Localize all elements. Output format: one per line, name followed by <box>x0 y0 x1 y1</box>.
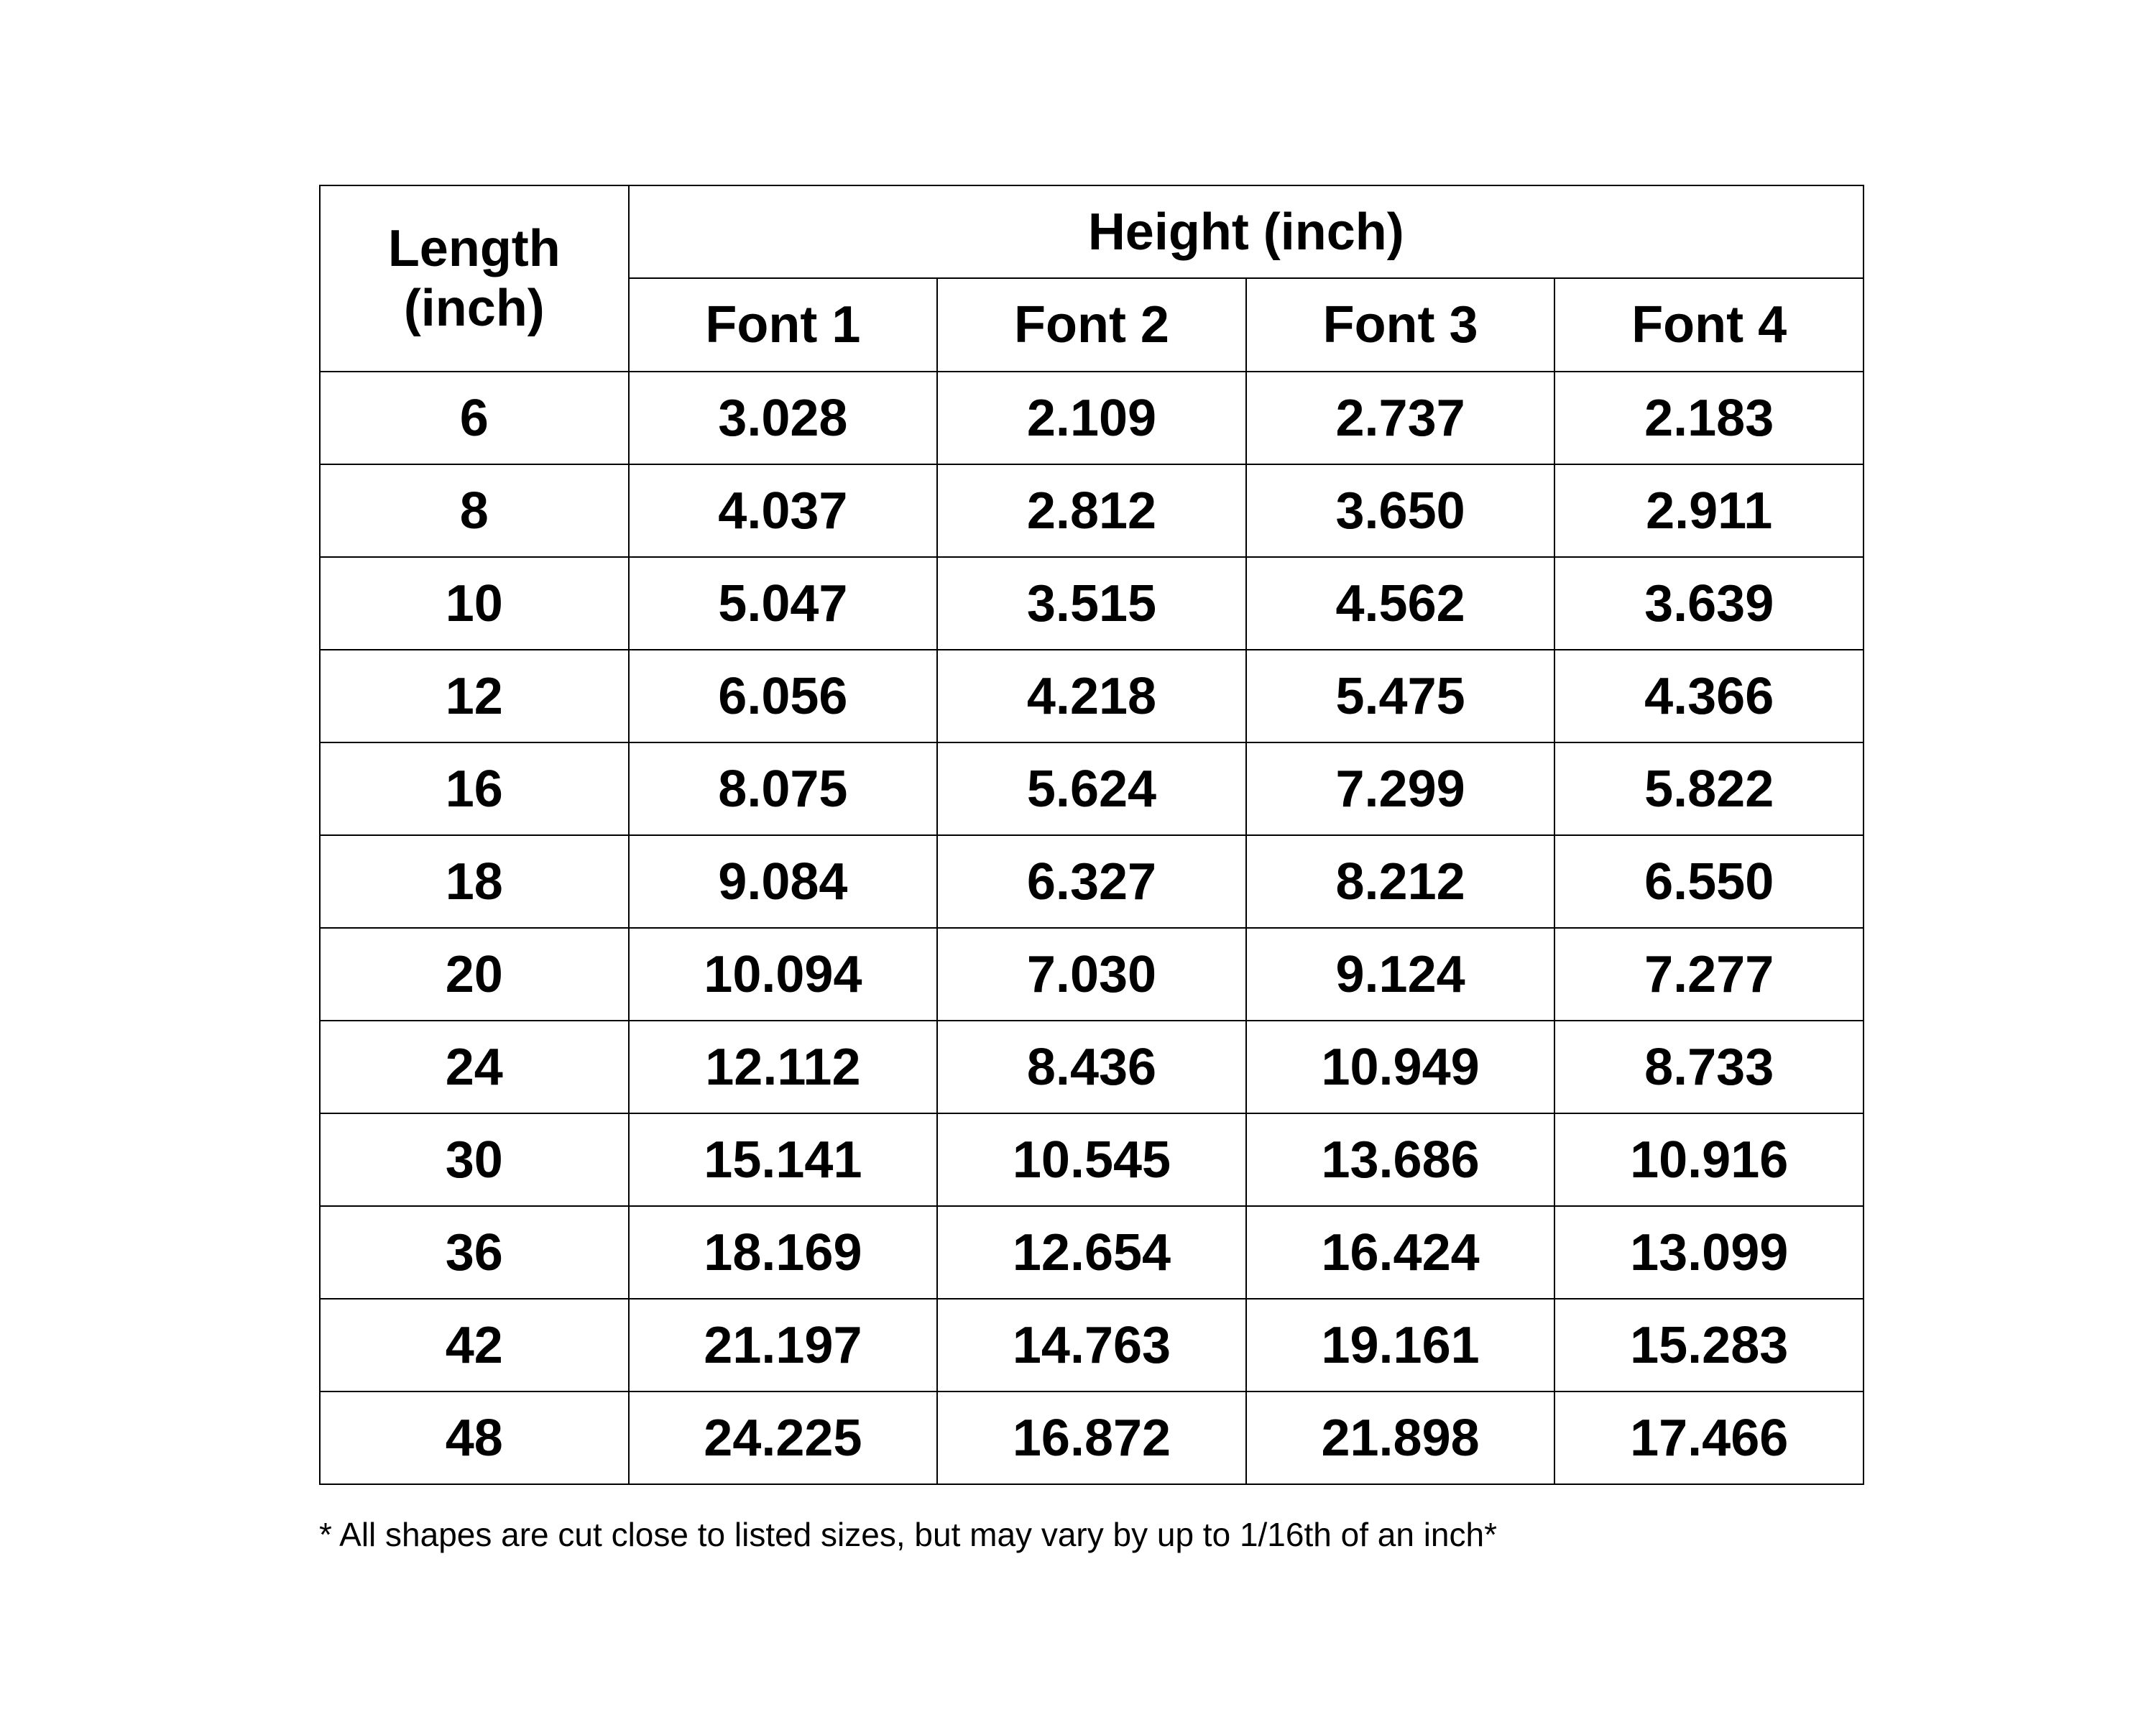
height-cell: 7.277 <box>1554 928 1864 1021</box>
height-cell: 13.099 <box>1554 1206 1864 1299</box>
table-row <box>320 835 1864 928</box>
height-cell: 15.283 <box>1554 1299 1864 1392</box>
height-cell: 10.094 <box>629 928 938 1021</box>
length-cell: 6 <box>320 372 629 464</box>
length-cell: 16 <box>320 742 629 835</box>
table-row <box>320 1392 1864 1484</box>
height-cell: 3.639 <box>1554 557 1864 650</box>
height-cell: 15.141 <box>629 1113 938 1206</box>
height-cell: 7.030 <box>937 928 1246 1021</box>
font-column-header: Font 2 <box>937 278 1246 372</box>
table-row <box>320 650 1864 742</box>
table-row <box>320 1113 1864 1206</box>
height-cell: 13.686 <box>1246 1113 1555 1206</box>
height-cell: 6.327 <box>937 835 1246 928</box>
length-cell: 10 <box>320 557 629 650</box>
height-cell: 8.212 <box>1246 835 1555 928</box>
height-cell: 4.562 <box>1246 557 1555 650</box>
height-group-header: Height (inch) <box>629 185 1864 278</box>
table-body <box>320 372 1864 1484</box>
length-cell: 24 <box>320 1021 629 1113</box>
height-cell: 24.225 <box>629 1392 938 1484</box>
height-cell: 4.366 <box>1554 650 1864 742</box>
height-cell: 18.169 <box>629 1206 938 1299</box>
height-cell: 5.047 <box>629 557 938 650</box>
footnote: * All shapes are cut close to listed sizes, but may vary by up to 1/16th of an inch* <box>319 1516 1497 1553</box>
length-header-line2: (inch) <box>403 279 545 337</box>
height-cell: 5.624 <box>937 742 1246 835</box>
height-cell: 14.763 <box>937 1299 1246 1392</box>
table-row <box>320 372 1864 464</box>
height-cell: 10.916 <box>1554 1113 1864 1206</box>
table-header <box>320 185 1864 372</box>
font-column-header: Font 3 <box>1246 278 1555 372</box>
height-cell: 3.650 <box>1246 464 1555 557</box>
table-row <box>320 1021 1864 1113</box>
font-column-header: Font 4 <box>1554 278 1864 372</box>
height-cell: 10.949 <box>1246 1021 1555 1113</box>
size-chart-table <box>319 185 1864 1485</box>
table-row <box>320 1299 1864 1392</box>
height-cell: 8.075 <box>629 742 938 835</box>
length-cell: 48 <box>320 1392 629 1484</box>
length-cell: 8 <box>320 464 629 557</box>
height-cell: 8.733 <box>1554 1021 1864 1113</box>
length-cell: 30 <box>320 1113 629 1206</box>
height-cell: 21.898 <box>1246 1392 1555 1484</box>
height-cell: 17.466 <box>1554 1392 1864 1484</box>
length-cell: 42 <box>320 1299 629 1392</box>
height-cell: 10.545 <box>937 1113 1246 1206</box>
height-cell: 4.218 <box>937 650 1246 742</box>
length-column-header <box>320 185 629 372</box>
length-cell: 20 <box>320 928 629 1021</box>
height-cell: 3.515 <box>937 557 1246 650</box>
font-column-header: Font 1 <box>629 278 938 372</box>
height-cell: 2.911 <box>1554 464 1864 557</box>
height-cell: 12.112 <box>629 1021 938 1113</box>
table-row <box>320 557 1864 650</box>
table-row <box>320 1206 1864 1299</box>
header-row-top <box>320 185 1864 278</box>
table-row <box>320 742 1864 835</box>
height-cell: 5.822 <box>1554 742 1864 835</box>
height-cell: 9.124 <box>1246 928 1555 1021</box>
height-cell: 2.737 <box>1246 372 1555 464</box>
height-cell: 5.475 <box>1246 650 1555 742</box>
length-cell: 12 <box>320 650 629 742</box>
height-cell: 6.056 <box>629 650 938 742</box>
height-cell: 12.654 <box>937 1206 1246 1299</box>
table-row <box>320 928 1864 1021</box>
height-cell: 2.183 <box>1554 372 1864 464</box>
height-cell: 9.084 <box>629 835 938 928</box>
height-cell: 16.872 <box>937 1392 1246 1484</box>
height-cell: 19.161 <box>1246 1299 1555 1392</box>
height-cell: 2.812 <box>937 464 1246 557</box>
height-cell: 16.424 <box>1246 1206 1555 1299</box>
length-cell: 18 <box>320 835 629 928</box>
table-row <box>320 464 1864 557</box>
length-cell: 36 <box>320 1206 629 1299</box>
height-cell: 8.436 <box>937 1021 1246 1113</box>
height-cell: 3.028 <box>629 372 938 464</box>
height-cell: 2.109 <box>937 372 1246 464</box>
height-cell: 4.037 <box>629 464 938 557</box>
height-cell: 21.197 <box>629 1299 938 1392</box>
length-header-line1: Length <box>387 219 561 277</box>
height-cell: 6.550 <box>1554 835 1864 928</box>
height-cell: 7.299 <box>1246 742 1555 835</box>
